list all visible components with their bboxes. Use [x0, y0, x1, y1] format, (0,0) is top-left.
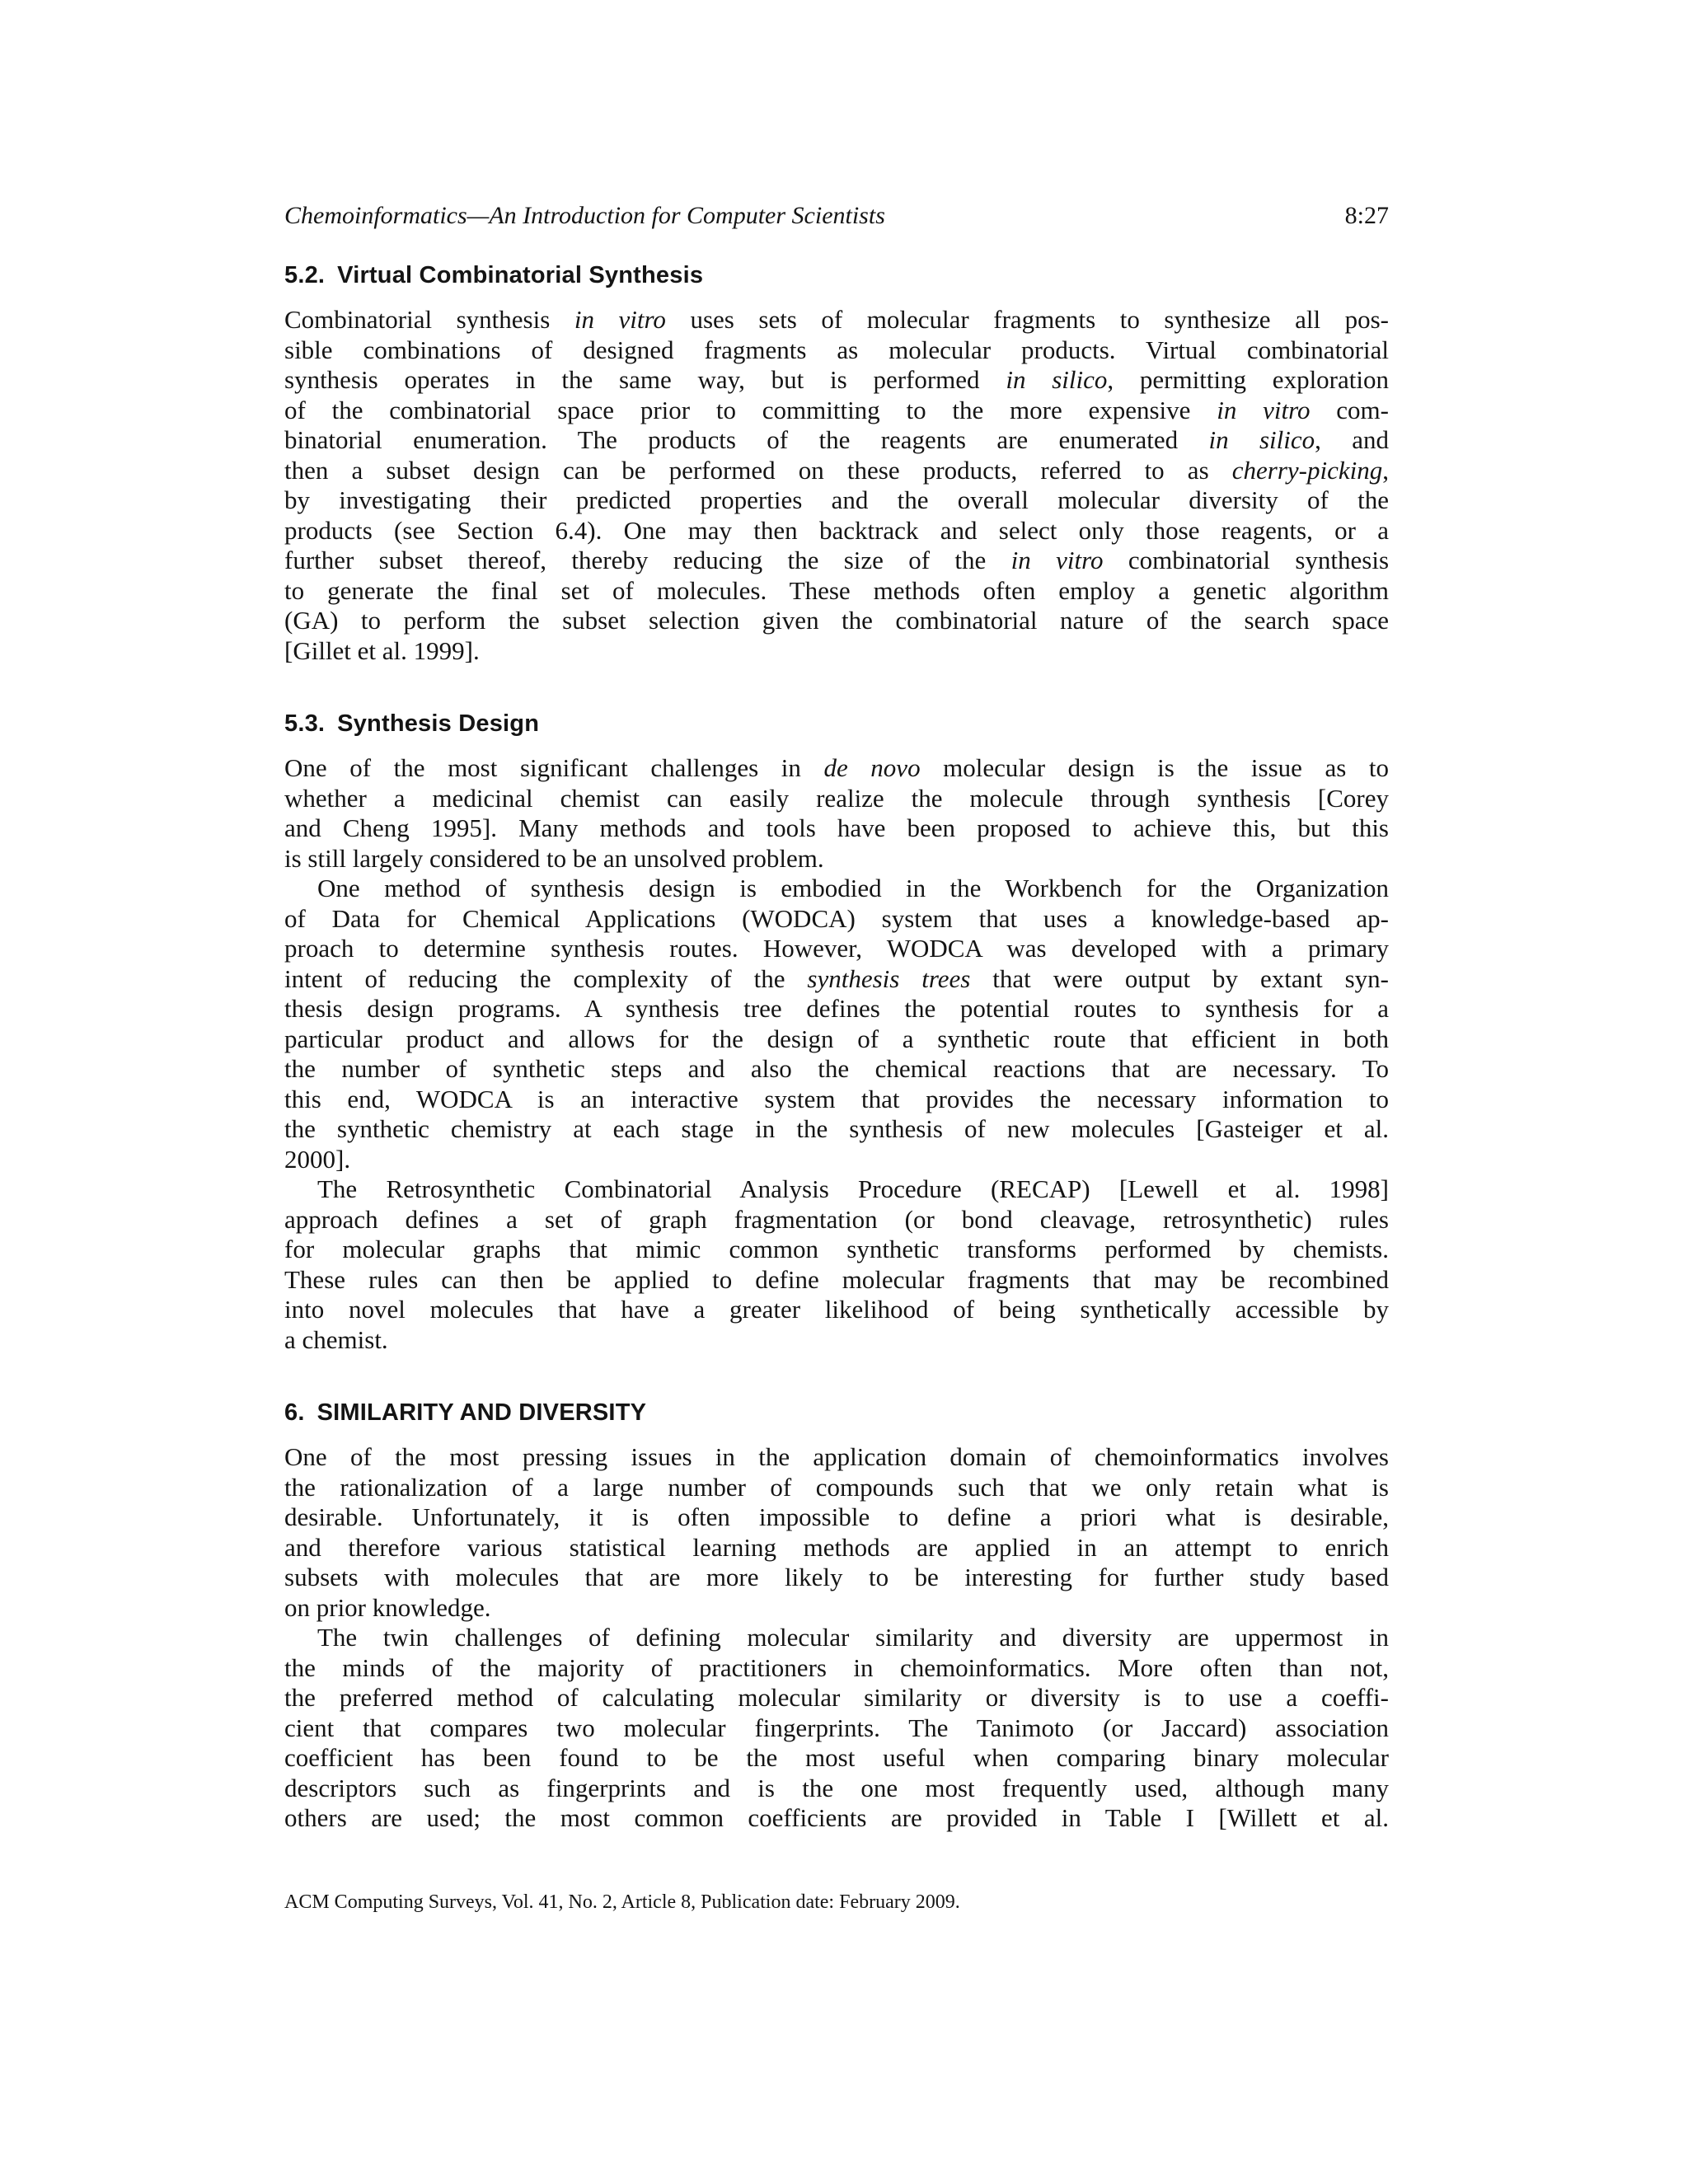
section-number: 5.2. [284, 262, 326, 288]
text-run: One of the most significant challenges in [284, 753, 824, 782]
section-heading [284, 1398, 1389, 1427]
text-run: the minds of the majority of practitioners in chemoinformatics. More often than not, [284, 1652, 1389, 1682]
text-run: to generate the final set of molecules. These methods often employ a genetic algorithm [284, 575, 1389, 605]
text-run: , permitting exploration [1107, 365, 1389, 394]
running-head [284, 200, 1389, 231]
italic-run: in silico [1208, 425, 1315, 454]
text-line [284, 1054, 1389, 1085]
text-line [284, 1533, 1389, 1563]
text-line [284, 784, 1389, 814]
text-line [284, 456, 1389, 486]
text-line [284, 1774, 1389, 1804]
text-run: coefficient has been found to be the most useful when comparing binary molecular [284, 1743, 1389, 1772]
text-run: by investigating their predicted properties and the overall molecular diversity of the [284, 485, 1389, 514]
text-line [284, 546, 1389, 576]
text-line [284, 425, 1389, 456]
running-head-title: Chemoinformatics—An Introduction for Computer Scientists [284, 202, 885, 229]
text-run: that were output by extant syn- [970, 963, 1389, 993]
section-title: Synthesis Design [337, 710, 540, 737]
page-footer [284, 1890, 1389, 1915]
text-run: Combinatorial synthesis [284, 305, 574, 334]
text-run: thesis design programs. A synthesis tree defines the potential routes to synthesis for a [284, 994, 1389, 1023]
text-line [284, 1085, 1389, 1115]
text-line [284, 365, 1389, 396]
section-title: Virtual Combinatorial Synthesis [337, 262, 704, 288]
paragraph [284, 1623, 1389, 1834]
text-run: binatorial enumeration. The products of the reagents are enumerated [284, 425, 1209, 454]
text-line [284, 844, 1389, 874]
text-run: molecular design is the issue as to [920, 753, 1389, 782]
text-run: subsets with molecules that are more likely to be interesting for further study based [284, 1563, 1389, 1591]
text-line [284, 576, 1389, 607]
text-line [284, 1295, 1389, 1325]
text-run: The Retrosynthetic Combinatorial Analysis Procedure (RECAP) [Lewell et al. 1998] [317, 1174, 1389, 1203]
italic-run: cherry-picking [1231, 455, 1383, 485]
text-run: and therefore various statistical learning methods are applied in an attempt to enrich [284, 1532, 1389, 1562]
text-line [284, 904, 1389, 935]
paragraph [284, 874, 1389, 1174]
paragraph [284, 1174, 1389, 1355]
italic-run: in silico [1006, 365, 1108, 394]
text-line [284, 396, 1389, 426]
text-line [284, 636, 1389, 667]
text-run: uses sets of molecular fragments to synthesize all pos- [665, 305, 1389, 334]
section-heading [284, 260, 1389, 290]
text-run: One of the most pressing issues in the application domain of chemoinformatics involves [284, 1442, 1389, 1471]
text-line [284, 1145, 1389, 1175]
text-line [284, 1683, 1389, 1713]
page-number: 8:27 [1344, 202, 1389, 229]
text-line [284, 1713, 1389, 1744]
text-run: One method of synthesis design is embodied in the Workbench for the Organization [317, 874, 1389, 902]
text-run: of Data for Chemical Applications (WODCA) system that uses a knowledge-based ap- [284, 903, 1389, 933]
paragraph [284, 1442, 1389, 1623]
text-line [284, 1174, 1389, 1205]
text-line [284, 1325, 1389, 1356]
paragraph [284, 305, 1389, 666]
text-line [284, 934, 1389, 964]
text-run: on prior knowledge. [284, 1592, 491, 1622]
text-run: The twin challenges of defining molecular similarity and diversity are uppermost in [317, 1623, 1389, 1652]
text-run: These rules can then be applied to define molecular fragments that may be recombined [284, 1264, 1389, 1294]
text-line [284, 1114, 1389, 1145]
text-run: others are used; the most common coefficients are provided in Table I [Willett et al. [284, 1803, 1389, 1832]
text-line [284, 753, 1389, 784]
text-run: further subset thereof, thereby reducing the size of the [284, 546, 1011, 574]
italic-run: in vitro [1010, 546, 1104, 574]
text-run: whether a medicinal chemist can easily realize the molecule through synthesis [Corey [284, 783, 1389, 813]
text-line [284, 1205, 1389, 1235]
text-line [284, 1803, 1389, 1834]
text-run: [Gillet et al. 1999]. [284, 635, 480, 665]
text-run: sible combinations of designed fragments as molecular products. Virtual combinatorial [284, 335, 1389, 364]
text-run: a chemist. [284, 1324, 388, 1354]
text-run: com- [1310, 395, 1389, 424]
text-line [284, 1653, 1389, 1684]
text-run: 2000]. [284, 1144, 351, 1174]
text-run: then a subset design can be performed on these products, referred to as [284, 455, 1232, 485]
section-number: 6. [284, 1399, 305, 1426]
section-number: 5.3. [284, 710, 326, 737]
text-run: of the combinatorial space prior to committing to the more expensive [284, 395, 1217, 424]
italic-run: in vitro [574, 305, 666, 334]
text-line [284, 1235, 1389, 1265]
text-run: for molecular graphs that mimic common synthetic transforms performed by chemists. [284, 1235, 1389, 1263]
text-run: intent of reducing the complexity of the [284, 963, 808, 993]
text-run: (GA) to perform the subset selection given the combinatorial nature of the search space [284, 606, 1389, 635]
text-run: the number of synthetic steps and also the chemical reactions that are necessary. To [284, 1054, 1389, 1083]
text-run: descriptors such as fingerprints and is the one most frequently used, although many [284, 1773, 1389, 1802]
text-run: and Cheng 1995]. Many methods and tools have been proposed to achieve this, but this [284, 813, 1389, 842]
text-run: proach to determine synthesis routes. However, WODCA was developed with a primary [284, 934, 1389, 963]
text-line [284, 874, 1389, 904]
text-run: this end, WODCA is an interactive system that provides the necessary information to [284, 1084, 1389, 1113]
text-line [284, 1593, 1389, 1624]
text-line [284, 1442, 1389, 1473]
italic-run: in vitro [1217, 395, 1311, 424]
text-run: the preferred method of calculating molecular similarity or diversity is to use a coeffi- [284, 1683, 1389, 1712]
text-run: approach defines a set of graph fragmentation (or bond cleavage, retrosynthetic) rules [284, 1204, 1389, 1234]
text-run: the rationalization of a large number of compounds such that we only retain what is [284, 1472, 1389, 1502]
text-line [284, 1502, 1389, 1533]
text-run: synthesis operates in the same way, but is performed [284, 365, 1006, 394]
text-line [284, 485, 1389, 516]
text-line [284, 1473, 1389, 1503]
paragraph [284, 753, 1389, 874]
text-line [284, 1563, 1389, 1593]
text-run: into novel molecules that have a greater likelihood of being synthetically accessible by [284, 1295, 1389, 1324]
text-line [284, 1623, 1389, 1653]
text-line [284, 813, 1389, 844]
text-run: , and [1315, 425, 1389, 454]
document-body [284, 260, 1389, 1834]
text-line [284, 1024, 1389, 1055]
text-run: is still largely considered to be an unsolved problem. [284, 843, 824, 873]
italic-run: synthesis trees [807, 963, 971, 993]
text-run: combinatorial synthesis [1103, 546, 1389, 574]
text-line [284, 305, 1389, 335]
text-line [284, 994, 1389, 1024]
text-run: the synthetic chemistry at each stage in the synthesis of new molecules [Gasteiger et al. [284, 1114, 1389, 1143]
text-line [284, 606, 1389, 636]
text-run: products (see Section 6.4). One may then backtrack and select only those reagents, or a [284, 515, 1389, 545]
footer-text: ACM Computing Surveys, Vol. 41, No. 2, Article 8, Publication date: February 2009. [284, 1891, 960, 1913]
section-heading [284, 709, 1389, 738]
text-line [284, 335, 1389, 366]
text-run: cient that compares two molecular fingerprints. The Tanimoto (or Jaccard) association [284, 1713, 1389, 1742]
text-line [284, 964, 1389, 995]
section-title: SIMILARITY AND DIVERSITY [316, 1399, 647, 1426]
page-content [284, 0, 1389, 1915]
text-run: particular product and allows for the design of a synthetic route that efficient in both [284, 1024, 1389, 1053]
text-run: , [1382, 455, 1389, 485]
text-line [284, 1265, 1389, 1296]
text-line [284, 516, 1389, 546]
text-line [284, 1743, 1389, 1774]
text-run: desirable. Unfortunately, it is often impossible to define a priori what is desirable, [284, 1502, 1389, 1531]
italic-run: de novo [823, 753, 921, 782]
